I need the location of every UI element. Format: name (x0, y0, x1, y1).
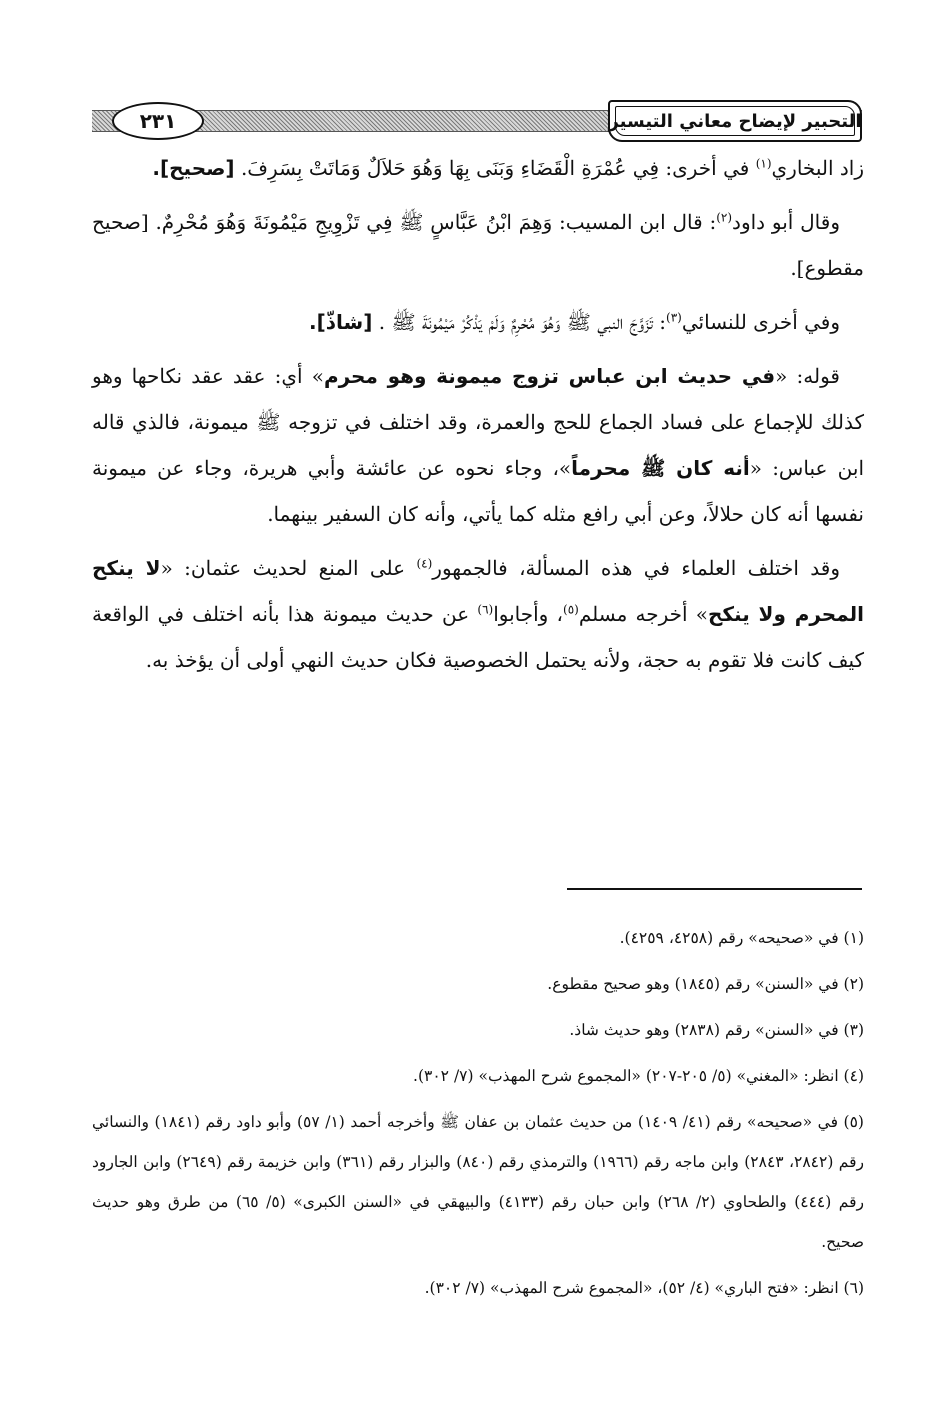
paragraph-bukhari (92, 145, 864, 191)
paragraph-text: وقال أبو داود (732, 210, 840, 234)
footnote-1: (١) في «صحيحه» رقم (٤٢٥٨، ٤٢٥٩). (619, 929, 864, 947)
paragraph-commentary (92, 353, 864, 537)
running-header (92, 100, 862, 140)
footnotes (92, 918, 864, 1314)
footnote-divider (567, 888, 862, 890)
paragraph-text: على المنع لحديث عثمان: « (160, 556, 417, 580)
paragraph-text: قوله: « (775, 364, 840, 388)
hadith-grade: [صحيح]. (152, 156, 235, 180)
paragraph-scholars (92, 545, 864, 683)
paragraph-text: وفي أخرى للنسائي (681, 310, 840, 334)
footnote-6: (٦) انظر: «فتح الباري» (٤/ ٥٢)، «المجموع شرح المهذب» (٧/ ٣٠٢). (424, 1279, 864, 1297)
paragraph-text: » أي: عقد عقد نكاحها وهو كذلك للإجماع على فساد الجماع للحج والعمرة، وقد اختلف في تزوجه ﷺ ميمونة، فالذي قاله ابن عباس: « (92, 364, 865, 480)
header-title-frame (608, 100, 862, 142)
footnote-ref: (١) (755, 156, 772, 171)
book-title: التحبير لإيضاح معاني التيسير (608, 110, 862, 132)
paragraph-nasai (92, 299, 864, 345)
quoted-phrase: لا ينكح المحرم ولا ينكح (92, 556, 864, 626)
paragraph-text: في أخرى: فِي عُمْرَةِ الْقَضَاءِ وَبَنَى بِهَا وَهُوَ حَلاَلٌ وَمَاتَتْ بِسَرِفَ. (240, 156, 756, 180)
paragraph-text: عن حديث ميمونة هذا بأنه اختلف في الواقعة كيف كانت فلا تقوم به حجة، ولأنه يحتمل الخصوصية فكان حديث النهي أولى أن يؤخذ به. (92, 602, 864, 672)
paragraph-text: : تَزَوَّجَ النبي ﷺ وَهُوَ مُحْرِمٌ وَلَمْ يَذْكُرْ مَيْمُونَةَ ﷺ . (378, 310, 667, 334)
footnote-ref: (٣) (666, 310, 682, 325)
footnote-3: (٣) في «السنن» رقم (٢٨٣٨) وهو حديث شاذ. (569, 1021, 864, 1039)
footnote-ref: (٥) (563, 602, 579, 617)
paragraph-text: زاد البخاري (771, 156, 864, 180)
footnote-4: (٤) انظر: «المغني» (٥/ ٢٠٥-٢٠٧) «المجموع شرح المهذب» (٧/ ٣٠٢). (413, 1067, 864, 1085)
paragraph-text: وقد اختلف العلماء في هذه المسألة، فالجمهور (432, 556, 840, 580)
hadith-grade: [صحيح مقطوع]. (92, 210, 864, 280)
footnote-ref: (٤) (416, 556, 433, 571)
quoted-phrase: في حديث ابن عباس تزوج ميمونة وهو محرم (323, 364, 776, 388)
footnote-5: (٥) في «صحيحه» رقم (٤١/ ١٤٠٩) من حديث عثمان بن عفان ﷺ وأخرجه أحمد (١/ ٥٧) وأبو داود رقم (١٨٤١) والنسائي رقم (٢٨٤٢، ٢٨٤٣) وابن ماجه رقم (١٩٦٦) والترمذي رقم (٨٤٠) والبزار رقم (٣٦١) وابن خزيمة رقم (٢٦٤٩) وابن الجارود رقم (٤٤٤) والطحاوي (٢/ ٢٦٨) وابن حبان رقم (٤١٣٣) والبيهقي في «السنن الكبرى» (٥/ ٦٥) من طرق وهو حديث صحيح. (92, 1113, 865, 1251)
footnote-ref: (٢) (716, 210, 733, 225)
paragraph-text: : قال ابن المسيب: وَهِمَ ابْنُ عَبَّاسٍ ﷺ فِي تَزْوِيجِ مَيْمُونَةَ وَهُوَ مُحْرِمٌ. (155, 210, 717, 234)
page-number-frame (112, 102, 204, 140)
page-number: ٢٣١ (139, 109, 177, 133)
quoted-phrase: أنه كان ﷺ محرماً (571, 456, 750, 480)
hadith-grade: [شاذّ]. (309, 310, 373, 334)
paragraph-text: ، وأجابوا (493, 602, 563, 626)
footnote-ref: (٦) (477, 602, 494, 617)
main-text (92, 145, 864, 691)
footnote-2: (٢) في «السنن» رقم (١٨٤٥) وهو صحيح مقطوع. (547, 975, 864, 993)
paragraph-abu-dawud (92, 199, 864, 291)
paragraph-text: »، وجاء نحوه عن عائشة وأبي هريرة، وجاء عن ميمونة نفسها أنه كان حلالاً، وعن أبي رافع مثله كما يأتي، وأنه كان السفير بينهما. (92, 456, 864, 526)
paragraph-text: » أخرجه مسلم (578, 602, 709, 626)
